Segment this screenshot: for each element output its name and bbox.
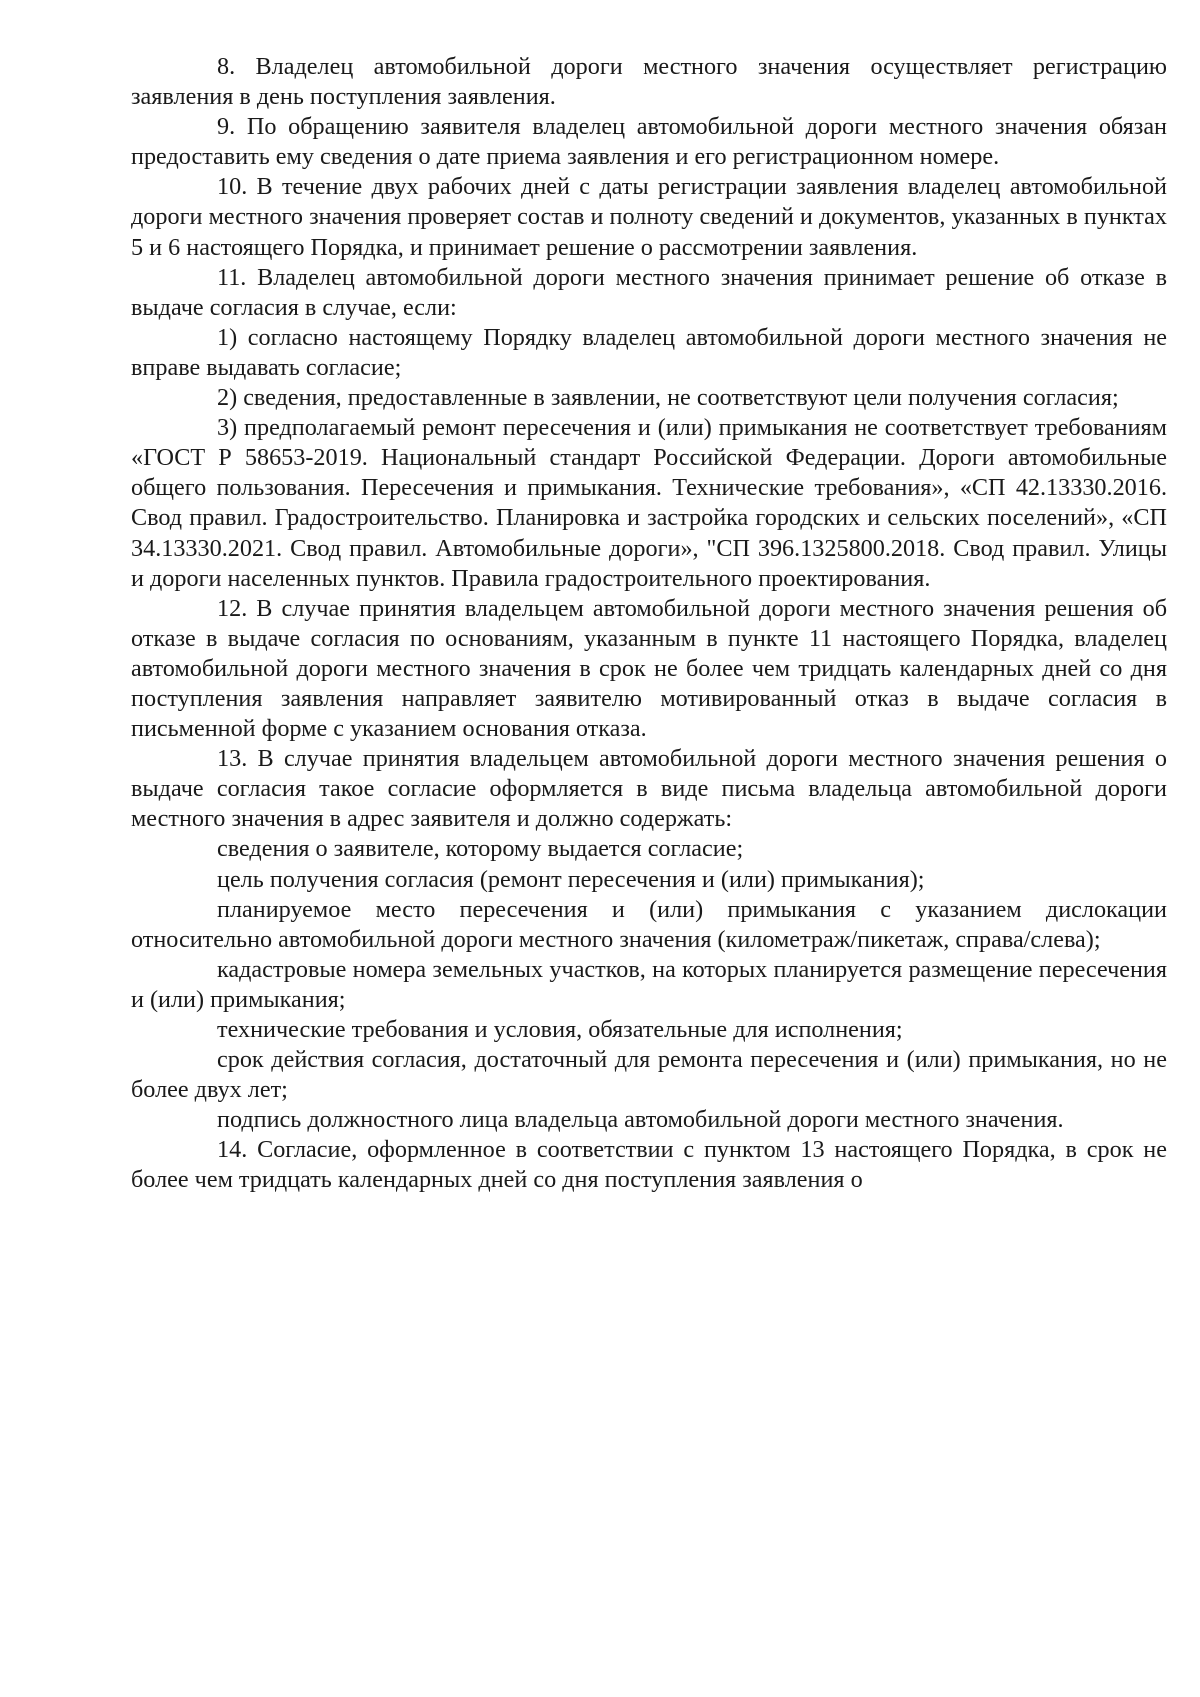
document-page	[131, 52, 1167, 1196]
paragraph-13: 13. В случае принятия владельцем автомобильной дороги местного значения решения о выдаче согласия такое согласие оформляется в виде письма владельца автомобильной дороги местного значения в адрес заявителя и должно содержать:	[131, 745, 1167, 833]
paragraph-13-item-purpose: цель получения согласия (ремонт пересечения и (или) примыкания);	[217, 865, 925, 893]
paragraph-11-item-1: 1) согласно настоящему Порядку владелец автомобильной дороги местного значения не вправе выдавать согласие;	[131, 323, 1167, 381]
paragraph-14: 14. Согласие, оформленное в соответствии с пунктом 13 настоящего Порядка, в срок не более чем тридцать календарных дней со дня поступления заявления о	[131, 1136, 1167, 1194]
paragraph-11-item-3: 3) предполагаемый ремонт пересечения и (или) примыкания не соответствует требованиям «ГОСТ Р 58653-2019. Национальный стандарт Российской Федерации. Дороги автомобильные общего пользования. Пересечения и примыкания. Технические требования», «СП 42.13330.2016. Свод правил. Градостроительство. Планировка и застройка городских и сельских поселений», «СП 34.13330.2021. Свод правил. Автомобильные дороги», "СП 396.1325800.2018. Свод правил. Улицы и дороги населенных пунктов. Правила градостроительного проектирования.	[131, 414, 1167, 592]
paragraph-13-item-location: планируемое место пересечения и (или) примыкания с указанием дислокации относительно автомобильной дороги местного значения (километраж/пикетаж, справа/слева);	[131, 895, 1167, 953]
paragraph-13-item-applicant: сведения о заявителе, которому выдается согласие;	[217, 835, 744, 863]
paragraph-11: 11. Владелец автомобильной дороги местного значения принимает решение об отказе в выдаче согласия в случае, если:	[131, 263, 1167, 321]
paragraph-11-item-2: 2) сведения, предоставленные в заявлении, не соответствуют цели получения согласия;	[217, 384, 1119, 412]
paragraph-10: 10. В течение двух рабочих дней с даты регистрации заявления владелец автомобильной дороги местного значения проверяет состав и полноту сведений и документов, указанных в пунктах 5 и 6 настоящего Порядка, и принимает решение о рассмотрении заявления.	[131, 173, 1167, 261]
paragraph-12: 12. В случае принятия владельцем автомобильной дороги местного значения решения об отказе в выдаче согласия по основаниям, указанным в пункте 11 настоящего Порядка, владелец автомобильной дороги местного значения в срок не более чем тридцать календарных дней со дня поступления заявления направляет заявителю мотивированный отказ в выдаче согласия в письменной форме с указанием основания отказа.	[131, 594, 1167, 743]
paragraph-13-item-signature: подпись должностного лица владельца автомобильной дороги местного значения.	[217, 1106, 1064, 1134]
paragraph-13-item-term: срок действия согласия, достаточный для ремонта пересечения и (или) примыкания, но не более двух лет;	[131, 1046, 1167, 1104]
paragraph-13-item-cadastral: кадастровые номера земельных участков, на которых планируется размещение пересечения и (или) примыкания;	[131, 955, 1167, 1013]
paragraph-13-item-requirements: технические требования и условия, обязательные для исполнения;	[217, 1016, 903, 1043]
paragraph-9: 9. По обращению заявителя владелец автомобильной дороги местного значения обязан предоставить ему сведения о дате приема заявления и его регистрационном номере.	[131, 113, 1167, 171]
paragraph-8: 8. Владелец автомобильной дороги местного значения осуществляет регистрацию заявления в день поступления заявления.	[131, 53, 1167, 111]
